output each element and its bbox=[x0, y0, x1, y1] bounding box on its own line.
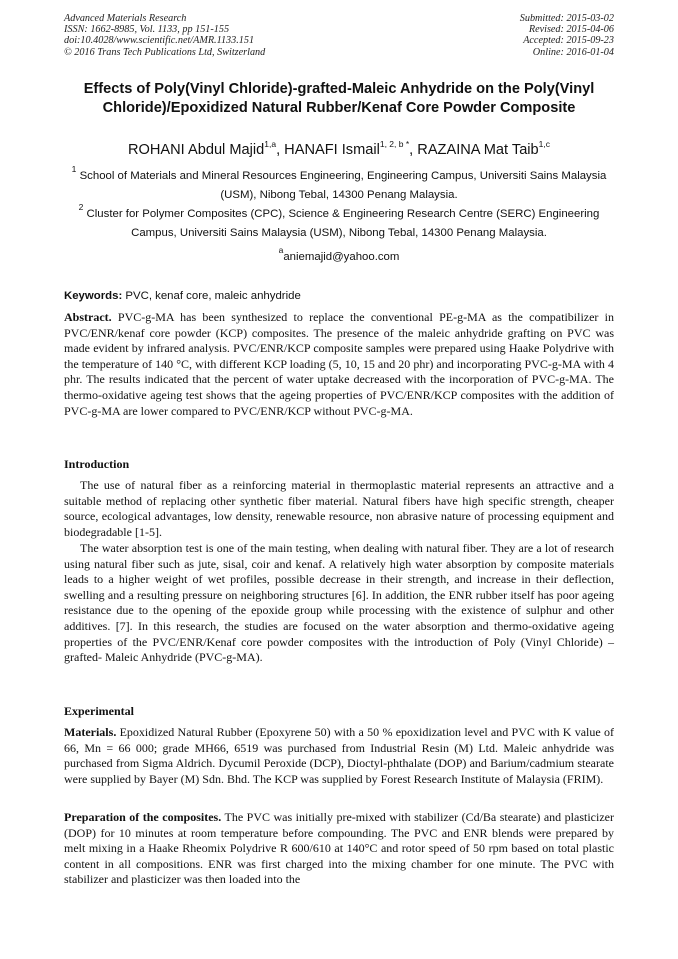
introduction-paragraph-1: The use of natural fiber as a reinforcing material in thermoplastic material represents an attractive and a suitable method of replacing other synthetic fiber material. Natural fibers have high specific strength, cheaper source, ecological advantages, low density, renewable resource, non abrasive nature of processing equipment and biodegradable [1-5]. bbox=[64, 478, 614, 539]
accepted-date: Accepted: 2015-09-23 bbox=[523, 35, 614, 47]
affiliation-1: $^1$ School of Materials and Mineral Resources Engineering, Engineering Campus, Universiti Sains Malaysia (USM), Nibong Tebal, 14300 Penang Malaysia. bbox=[71, 164, 607, 202]
author-name: HANAFI Ismail bbox=[284, 142, 380, 158]
date-info bbox=[520, 13, 614, 58]
issn-line: ISSN: 1662-8985, Vol. 1133, pp 151-155 bbox=[64, 24, 230, 36]
copyright-line: © 2016 Trans Tech Publications Ltd, Switzerland bbox=[64, 46, 266, 58]
introduction-paragraph-2: The water absorption test is one of the main testing, when dealing with natural fiber. They are a lot of research using natural fiber such as jute, sisal, coir and kenaf. A relatively high water absorption by composite materials leads to a higher weight of wet profiles, possible decrease in their strength, and increase in their deflection, swelling and a resulting pressure on neighboring structures [6]. In addition, the ENR rubber itself has poor ageing resistance due to the opening of the epoxide group while processing with the existence of sulphur and other additives. [7]. In this research, the studies are focused on the water absorption and thermo-oxidative ageing properties of the PVC/ENR/Kenaf core powder composites with the introduction of Poly (Vinyl Chloride) – grafted- Maleic Anhydride (PVC-g-MA). bbox=[64, 541, 614, 665]
keywords: Keywords: PVC, kenaf core, maleic anhydride bbox=[64, 290, 301, 302]
keywords-label: Keywords: bbox=[64, 290, 123, 302]
author-affiliation-marker: 1,c bbox=[538, 139, 551, 149]
materials-paragraph: Materials. Epoxidized Natural Rubber (Epoxyrene 50) with a 50 % epoxidization level and PVC with K value of 66, Mn = 66 000; grade MH66, 6519 was purchased from Industrial Resin (M) Ltd. Maleic anhydride was purchased from Sigma Aldrich. Dycumil Peroxide (DCP), Dioctyl-phthalate (DOP) and Barium/cadmium stearate were supplied by Bayer (M) Sdn. Bhd. The KCP was supplied by Forest Research Institute of Malaysia (FRIM). bbox=[64, 725, 614, 786]
revised-date: Revised: 2015-04-06 bbox=[528, 24, 614, 36]
doi-line: doi:10.4028/www.scientific.net/AMR.1133.151 bbox=[64, 35, 255, 47]
paper-title: Effects of Poly(Vinyl Chloride)-grafted-Maleic Anhydride on the Poly(Vinyl Chloride)/Epoxidized Natural Rubber/Kenaf Core Powder Composite bbox=[83, 81, 595, 116]
author-name: ROHANI Abdul Majid bbox=[127, 142, 265, 158]
section-heading-introduction: Introduction bbox=[64, 457, 130, 471]
author-list: ROHANI Abdul Majid$^{1,a}$, HANAFI Ismail$^{1, 2, b *}$, RAZAINA Mat Taib$^{1,c}$ bbox=[127, 139, 551, 158]
author-name: RAZAINA Mat Taib bbox=[417, 142, 539, 158]
section-heading-experimental: Experimental bbox=[64, 704, 134, 718]
affiliation-2: $^2$ Cluster for Polymer Composites (CPC), Science & Engineering Research Centre (SERC) Engineering Campus, Universiti Sains Malaysia (USM), Nibong Tebal, 14300 Penang Malaysia. bbox=[78, 202, 600, 240]
abstract-label: Abstract. bbox=[64, 310, 112, 324]
online-date: Online: 2016-01-04 bbox=[532, 46, 614, 58]
journal-info bbox=[64, 13, 265, 58]
author-email: $^a$aniemajid@yahoo.com bbox=[278, 245, 400, 263]
submitted-date: Submitted: 2015-03-02 bbox=[519, 13, 614, 24]
author-affiliation-marker: 1, 2, b * bbox=[379, 139, 410, 149]
abstract: Abstract. PVC-g-MA has been synthesized to replace the conventional PE-g-MA as the compatibilizer in PVC/ENR/kenaf core powder (KCP) composites. The presence of the maleic anhydride grafting on PVC was made evident by infrared analysis. PVC/ENR/KCP composite samples were prepared using Haake Polydrive with the temperature of 140 °C, with different KCP loading (5, 10, 15 and 20 phr) and incorporating PVC-g-MA with 4 phr. The results indicated that the percent of water uptake decreased with the incorporation of PVC-g-MA. The thermo-oxidative ageing test shows that the ageing properties of PVC/ENR/KCP composites with the addition of PVC-g-MA are lower compared to PVC/ENR/KCP without PVC-g-MA. bbox=[64, 310, 614, 418]
journal-name: Advanced Materials Research bbox=[64, 13, 187, 24]
preparation-paragraph: Preparation of the composites. The PVC was initially pre-mixed with stabilizer (Cd/Ba stearate) and plasticizer (DOP) for 10 minutes at room temperature before compounding. The PVC and ENR blends were prepared by melt mixing in a Haake Rheomix Polydrive R 600/610 at 140°C and rotor speed of 50 rpm based on total plastic content in all compositions. ENR was first charged into the mixing chamber for one minute. The PVC with stabilizer and plasticizer was then loaded into the bbox=[64, 810, 614, 887]
author-affiliation-marker: 1,a bbox=[264, 139, 277, 149]
